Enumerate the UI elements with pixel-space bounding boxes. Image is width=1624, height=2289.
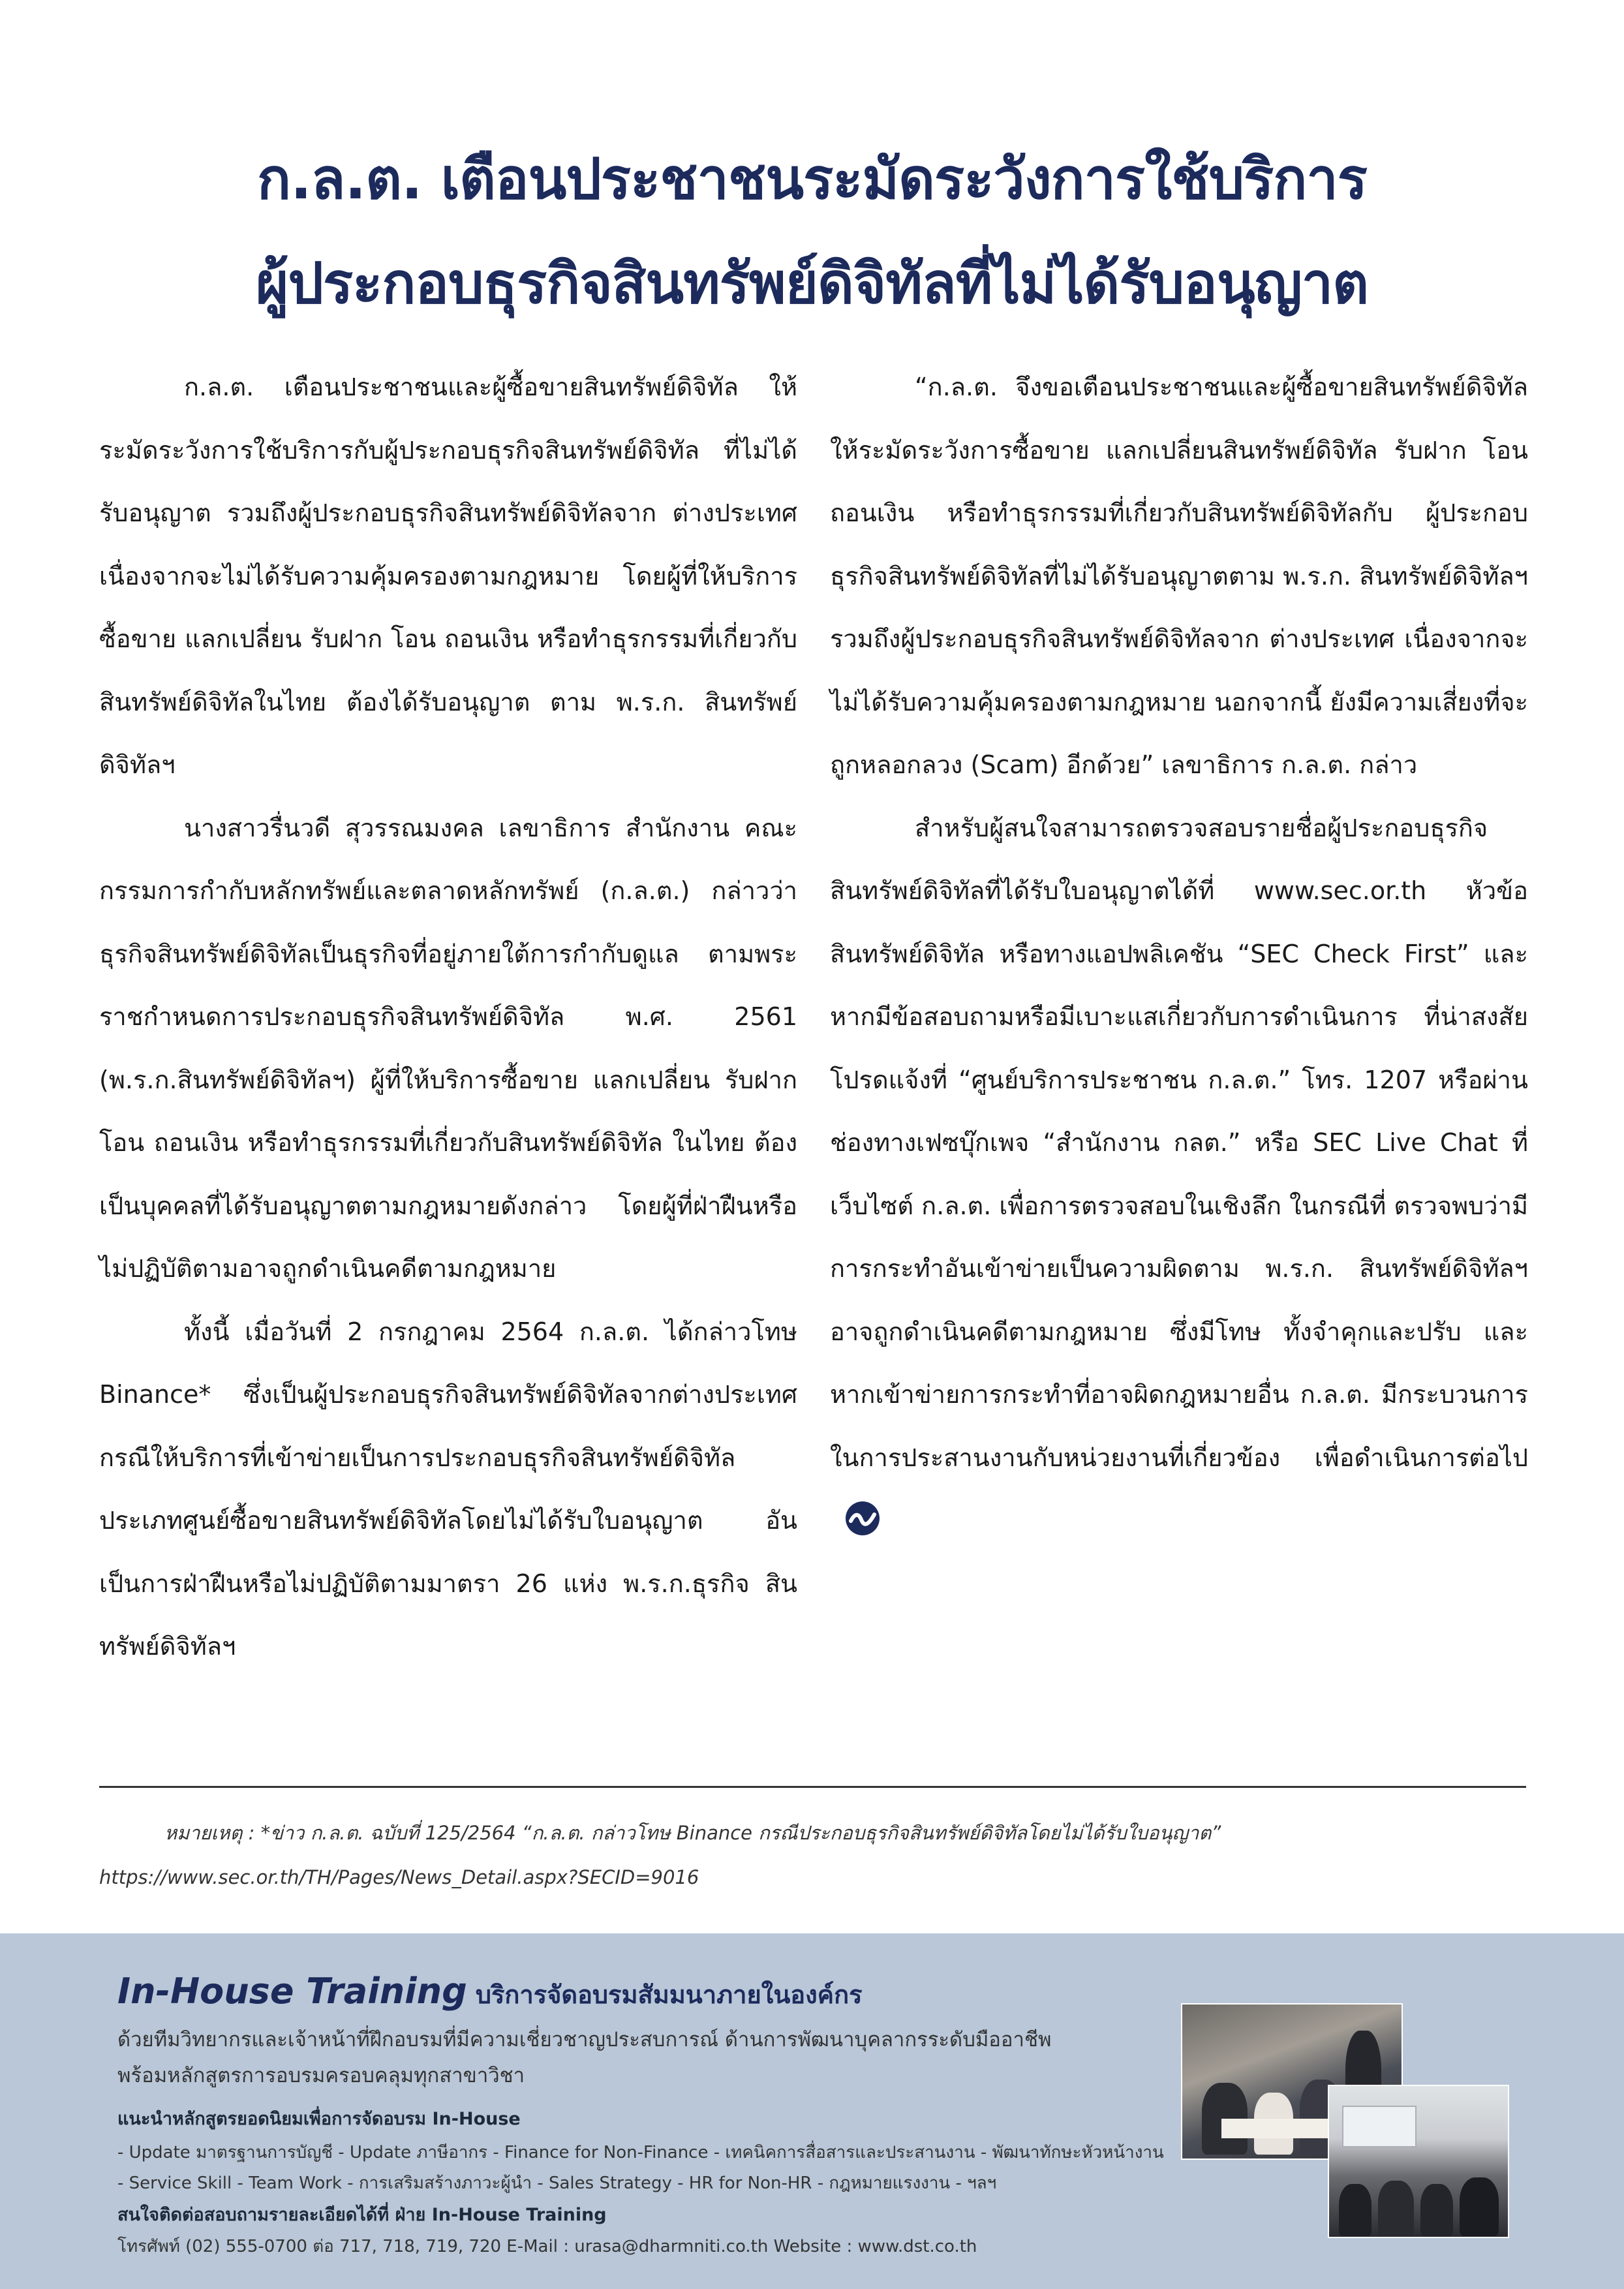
sec-logo-icon xyxy=(846,1501,880,1535)
ad-line: - Service Skill - Team Work - การเสริมสร้างภาวะผู้นำ - Sales Strategy - HR for Non-HR - กฎหมายแรงงาน - ฯลฯ xyxy=(117,2174,997,2193)
ad-line: - Update มาตรฐานการบัญชี - Update ภาษีอากร - Finance for Non-Finance - เทคนิคการสื่อสารและประสานงาน - พัฒนาทักษะหัวหน้างาน xyxy=(117,2143,1164,2162)
right-column xyxy=(830,356,1528,1552)
title-line-2: ผู้ประกอบธุรกิจสินทรัพย์ดิจิทัลที่ไม่ได้รับอนุญาต xyxy=(255,251,1369,316)
ad-heading xyxy=(117,1971,863,2014)
ad-subtitle: บริการจัดอบรมสัมมนาภายในองค์กร xyxy=(475,1980,863,2009)
title-line-1: ก.ล.ต. เตือนประชาชนระมัดระวังการใช้บริการ xyxy=(257,147,1367,212)
page-title xyxy=(0,127,1624,336)
paragraph-with-logo xyxy=(830,797,1528,1552)
ad-line: สนใจติดต่อสอบถามรายละเอียดได้ที่ ฝ่าย In-House Training xyxy=(117,2205,607,2225)
ad-line: ด้วยทีมวิทยากรและเจ้าหน้าที่ฝึกอบรมที่มีความเชี่ยวชาญประสบการณ์ ด้านการพัฒนาบุคลากรระดับมืออาชีพ xyxy=(117,2028,1052,2051)
divider xyxy=(99,1786,1526,1788)
ad-brand: In-House Training xyxy=(117,1971,467,2012)
ad-line: แนะนำหลักสูตรยอดนิยมเพื่อการจัดอบรม In-House xyxy=(117,2109,521,2129)
footnote: หมายเหตุ : *ข่าว ก.ล.ต. ฉบับที่ 125/2564 “ก.ล.ต. กล่าวโทษ Binance กรณีประกอบธุรกิจสินทรัพย์ดิจิทัลโดยไม่ได้รับใบอนุญาต” https://www.sec.or.th/TH/Pages/News_Detail.aspx?SECID=9016 xyxy=(99,1822,1221,1888)
paragraph: ก.ล.ต. เตือนประชาชนและผู้ซื้อขายสินทรัพย์ดิจิทัล ให้ระมัดระวังการใช้บริการกับผู้ประกอบธุรกิจสินทรัพย์ดิจิทัล ที่ไม่ได้รับอนุญาต รวมถึงผู้ประกอบธุรกิจสินทรัพย์ดิจิทัลจาก ต่างประเทศ เนื่องจากจะไม่ได้รับความคุ้มครองตามกฎหมาย โดยผู้ที่ให้บริการซื้อขาย แลกเปลี่ยน รับฝาก โอน ถอนเงิน หรือทำธุรกรรมที่เกี่ยวกับสินทรัพย์ดิจิทัลในไทย ต้องได้รับอนุญาต ตาม พ.ร.ก. สินทรัพย์ดิจิทัลฯ xyxy=(99,373,797,779)
ad-line: พร้อมหลักสูตรการอบรมครอบคลุมทุกสาขาวิชา xyxy=(117,2064,525,2087)
paragraph: ทั้งนี้ เมื่อวันที่ 2 กรกฎาคม 2564 ก.ล.ต. ได้กล่าวโทษ Binance* ซึ่งเป็นผู้ประกอบธุรกิจสินทรัพย์ดิจิทัลจากต่างประเทศ กรณีให้บริการที่เข้าข่ายเป็นการประกอบธุรกิจสินทรัพย์ดิจิทัล ประเภทศูนย์ซื้อขายสินทรัพย์ดิจิทัลโดยไม่ได้รับใบอนุญาต อันเป็นการฝ่าฝืนหรือไม่ปฏิบัติตามมาตรา 26 แห่ง พ.ร.ก.ธุรกิจ สินทรัพย์ดิจิทัลฯ xyxy=(99,1317,797,1661)
paragraph-text: สำหรับผู้สนใจสามารถตรวจสอบรายชื่อผู้ประกอบธุรกิจ สินทรัพย์ดิจิทัลที่ได้รับใบอนุญาตได้ที่ www.sec.or.th หัวข้อ สินทรัพย์ดิจิทัล หรือทางแอปพลิเคชัน “SEC Check First” และหากมีข้อสอบถามหรือมีเบาะแสเกี่ยวกับการดำเนินการ ที่น่าสงสัย โปรดแจ้งที่ “ศูนย์บริการประชาชน ก.ล.ต.” โทร. 1207 หรือผ่านช่องทางเฟซบุ๊กเพจ “สำนักงาน กลต.” หรือ SEC Live Chat ที่เว็บไซต์ ก.ล.ต. เพื่อการตรวจสอบในเชิงลึก ในกรณีที่ ตรวจพบว่ามีการกระทำอันเข้าข่ายเป็นความผิดตาม พ.ร.ก. สินทรัพย์ดิจิทัลฯ อาจถูกดำเนินคดีตามกฎหมาย ซึ่งมีโทษ ทั้งจำคุกและปรับ และหากเข้าข่ายการกระทำที่อาจผิดกฎหมายอื่น ก.ล.ต. มีกระบวนการในการประสานงานกับหน่วยงานที่เกี่ยวข้อง เพื่อดำเนินการต่อไป xyxy=(830,813,1528,1472)
paragraph: นางสาวรื่นวดี สุวรรณมงคล เลขาธิการ สำนักงาน คณะกรรมการกำกับหลักทรัพย์และตลาดหลักทรัพย์ (ก.ล.ต.) กล่าวว่า ธุรกิจสินทรัพย์ดิจิทัลเป็นธุรกิจที่อยู่ภายใต้การกำกับดูแล ตามพระราชกำหนดการประกอบธุรกิจสินทรัพย์ดิจิทัล พ.ศ. 2561 (พ.ร.ก.สินทรัพย์ดิจิทัลฯ) ผู้ที่ให้บริการซื้อขาย แลกเปลี่ยน รับฝาก โอน ถอนเงิน หรือทำธุรกรรมที่เกี่ยวกับสินทรัพย์ดิจิทัล ในไทย ต้องเป็นบุคคลที่ได้รับอนุญาตตามกฎหมายดังกล่าว โดยผู้ที่ฝ่าฝืนหรือไม่ปฏิบัติตามอาจถูกดำเนินคดีตามกฎหมาย xyxy=(99,813,797,1283)
left-column xyxy=(99,356,797,1678)
classroom-photo xyxy=(1328,2085,1509,2238)
ad-contact: โทรศัพท์ (02) 555-0700 ต่อ 717, 718, 719, 720 E-Mail : urasa@dharmniti.co.th Website : www.dst.co.th xyxy=(117,2237,977,2256)
paragraph: “ก.ล.ต. จึงขอเตือนประชาชนและผู้ซื้อขายสินทรัพย์ดิจิทัล ให้ระมัดระวังการซื้อขาย แลกเปลี่ยนสินทรัพย์ดิจิทัล รับฝาก โอน ถอนเงิน หรือทำธุรกรรมที่เกี่ยวกับสินทรัพย์ดิจิทัลกับ ผู้ประกอบธุรกิจสินทรัพย์ดิจิทัลที่ไม่ได้รับอนุญาตตาม พ.ร.ก. สินทรัพย์ดิจิทัลฯ รวมถึงผู้ประกอบธุรกิจสินทรัพย์ดิจิทัลจาก ต่างประเทศ เนื่องจากจะไม่ได้รับความคุ้มครองตามกฎหมาย นอกจากนี้ ยังมีความเสี่ยงที่จะถูกหลอกลวง (Scam) อีกด้วย” เลขาธิการ ก.ล.ต. กล่าว xyxy=(830,373,1528,779)
